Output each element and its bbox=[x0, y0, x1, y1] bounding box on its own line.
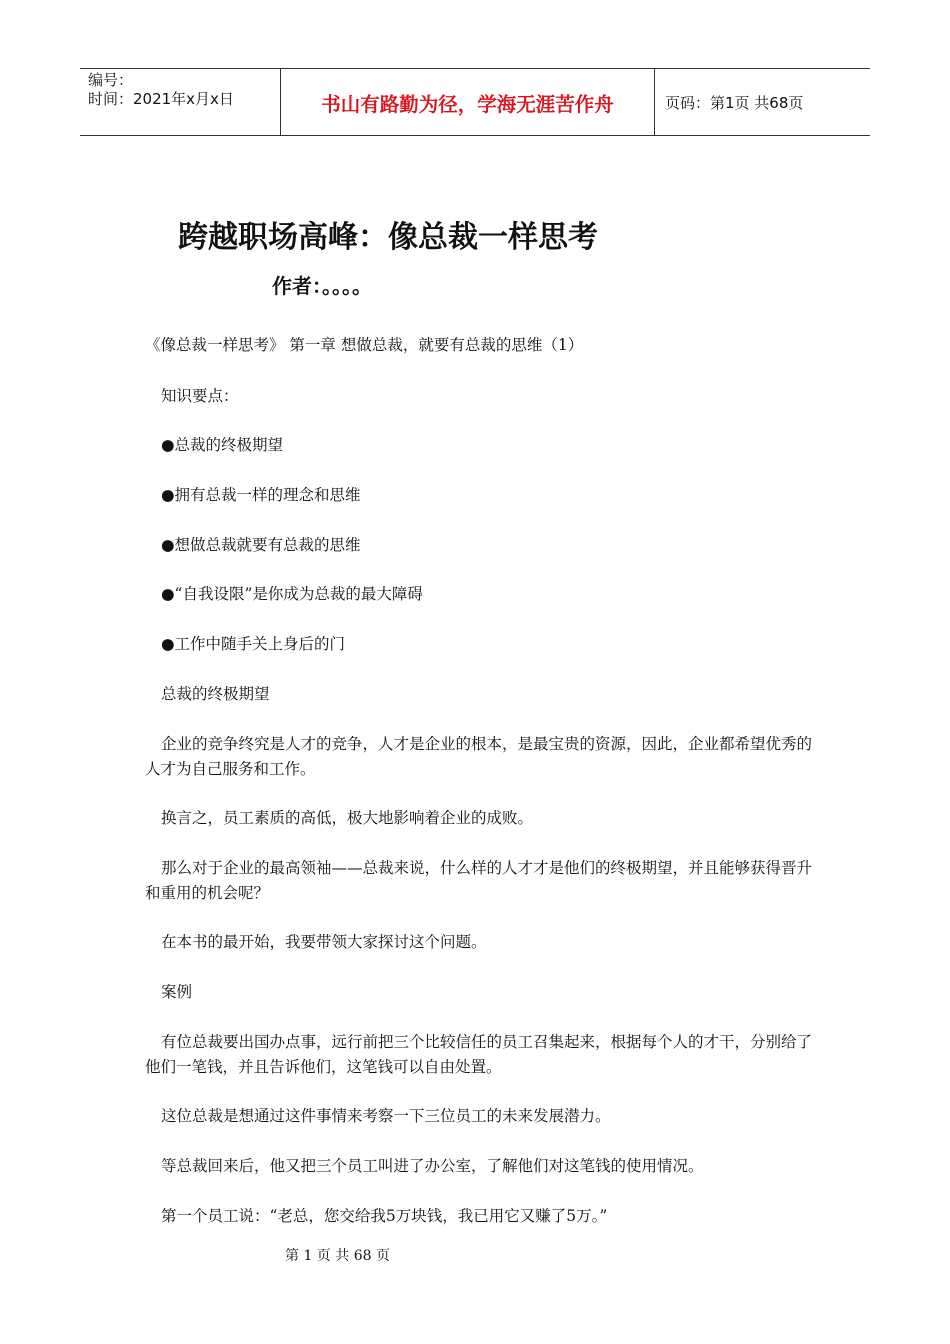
paragraph: 企业的竞争终究是人才的竞争，人才是企业的根本，是最宝贵的资源，因此，企业都希望优秀的人才为自己服务和工作。 bbox=[145, 735, 813, 778]
section-heading: 总裁的终极期望 bbox=[161, 685, 270, 703]
paragraph: 知识要点： bbox=[161, 387, 239, 405]
header-page-info: 页码：第1页 共68页 bbox=[665, 93, 804, 112]
paragraph: 那么对于企业的最高领袖——总裁来说，什么样的人才才是他们的终极期望，并且能够获得晋升和重用的机会呢？ bbox=[145, 859, 813, 902]
document-author: 作者：。。。。 bbox=[272, 274, 372, 298]
footer-page-label: 第 1 页 共 68 页 bbox=[285, 1248, 390, 1264]
bullet-item: ●工作中随手关上身后的门 bbox=[161, 635, 346, 653]
document-title: 跨越职场高峰：像总裁一样思考 bbox=[178, 220, 598, 255]
bullet-item: ●拥有总裁一样的理念和思维 bbox=[161, 486, 361, 504]
header-meta-cell bbox=[80, 69, 281, 135]
paragraph: 等总裁回来后，他又把三个员工叫进了办公室，了解他们对这笔钱的使用情况。 bbox=[161, 1157, 704, 1175]
paragraph: 这位总裁是想通过这件事情来考察一下三位员工的未来发展潜力。 bbox=[161, 1107, 611, 1125]
paragraph: 在本书的最开始，我要带领大家探讨这个问题。 bbox=[161, 933, 487, 951]
paragraph: 第一个员工说：“老总，您交给我5万块钱，我已用它又赚了5万。” bbox=[161, 1207, 608, 1225]
bullet-item: ●“自我设限”是你成为总裁的最大障碍 bbox=[161, 585, 423, 603]
section-heading: 案例 bbox=[161, 983, 193, 1001]
chapter-heading: 《像总裁一样思考》 第一章 想做总裁，就要有总裁的思维（1） bbox=[145, 336, 584, 354]
number-label: 编号： bbox=[88, 71, 134, 89]
bullet-item: ●总裁的终极期望 bbox=[161, 436, 284, 454]
header-table bbox=[80, 68, 870, 136]
time-label: 时间：2021年x月x日 bbox=[88, 90, 234, 108]
page-footer bbox=[0, 1245, 950, 1265]
header-motto: 书山有路勤为径，学海无涯苦作舟 bbox=[281, 69, 655, 135]
paragraph: 有位总裁要出国办点事，远行前把三个比较信任的员工召集起来，根据每个人的才干，分别给了他们一笔钱，并且告诉他们，这笔钱可以自由处置。 bbox=[145, 1033, 813, 1076]
bullet-item: ●想做总裁就要有总裁的思维 bbox=[161, 536, 361, 554]
paragraph: 换言之，员工素质的高低，极大地影响着企业的成败。 bbox=[161, 809, 534, 827]
